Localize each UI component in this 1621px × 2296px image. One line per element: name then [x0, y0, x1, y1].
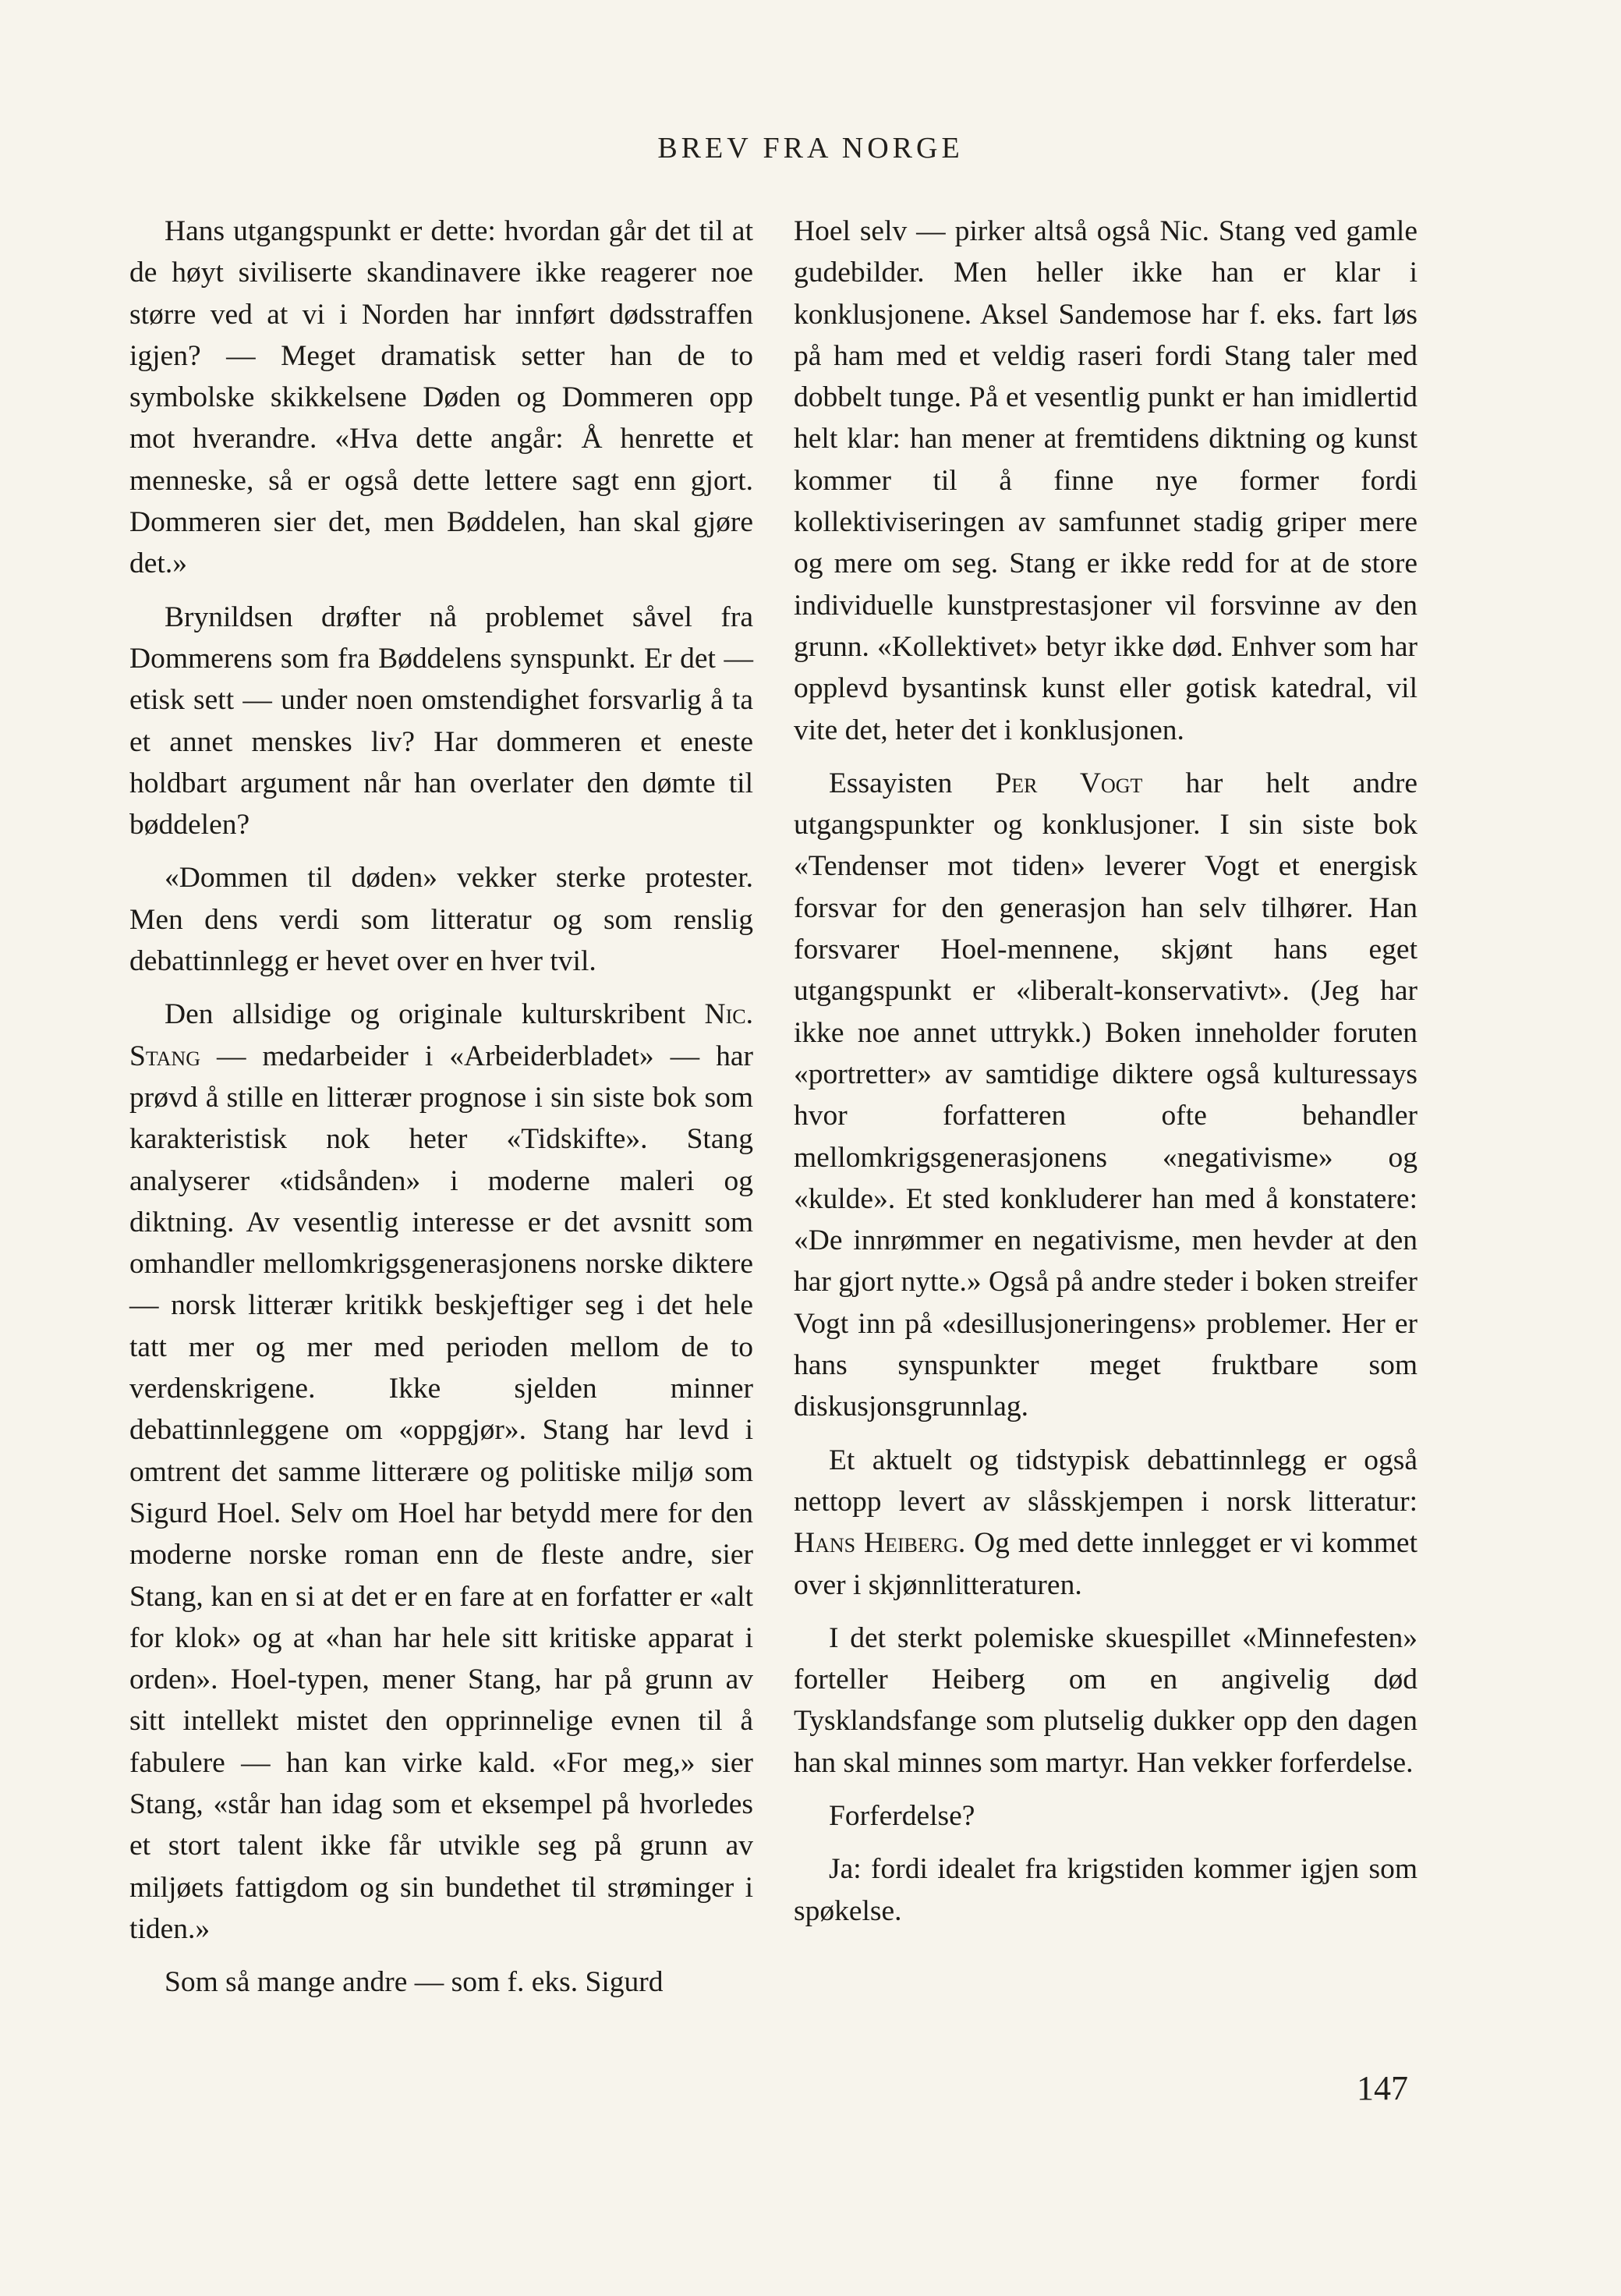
paragraph: Ja: fordi idealet fra krigstiden kommer igjen som spøkelse. [794, 1853, 1417, 1927]
left-column [129, 211, 753, 2014]
paragraph: Hans utgangspunkt er dette: hvordan går det til at de høyt siviliserte skandinavere ikke reagerer noe større ved at vi i Norden har innført dødsstraffen igjen? — Meget dramatisk setter han de to symbolske skikkelsene Døden og Dommeren opp mot hverandre. «Hva dette angår: Å henrette et menneske, så er også dette lettere sagt enn gjort. Dommeren sier det, men Bøddelen, han skal gjøre det.» [129, 215, 753, 580]
paragraph-text: Essayisten [829, 767, 953, 799]
paragraph-text: Den allsidige og originale kulturskribent [165, 998, 686, 1031]
page-number: 147 [1357, 2069, 1408, 2107]
right-column [794, 211, 1417, 1943]
paragraph-text: Og med dette innlegget er vi kommet over i skjønnlitteraturen. [794, 1527, 1417, 1601]
author-name: Hans Heiberg. [794, 1527, 966, 1560]
paragraph: Som så mange andre — som f. eks. Sigurd [165, 1966, 664, 1999]
paragraph [794, 763, 1417, 1428]
paragraph: Forferdelse? [829, 1799, 975, 1832]
paragraph: I det sterkt polemiske skuespillet «Minnefesten» forteller Heiberg om en angivelig død Tysklandsfange som plutselig dukker opp den dagen han skal minnes som martyr. Han vekker forferdelse. [794, 1621, 1417, 1779]
paragraph: Brynildsen drøfter nå problemet såvel fra Dommerens som fra Bøddelens synspunkt. Er det — etisk sett — under noen omstendighet forsvarlig å ta et annet menskes liv? Har dommeren et eneste holdbart argument når han overlater den dømte til bøddelen? [129, 601, 753, 842]
paragraph-text: — medarbeider i «Arbeiderbladet» — har prøvd å stille en litterær prognose i sin siste bok som karakteristisk nok heter «Tidskifte». Stang analyserer «tidsånden» i moderne maleri og diktning. Av vesentlig interesse er det avsnitt som omhandler mellomkrigsgenerasjonens norske diktere — norsk litterær kritikk beskjeftiger seg i det hele tatt mer og mer med perioden mellom de to verdenskrigene. Ikke sjelden minner debattinnleggene om «oppgjør». Stang har levd i omtrent det samme litterære og politiske miljø som Sigurd Hoel. Selv om Hoel har betydd mere for den moderne norske roman enn de fleste andre, sier Stang, kan en si at det er en fare at en forfatter er «alt for klok» og at «han har hele sitt kritiske apparat i orden». Hoel-typen, mener Stang, har på grunn av sitt intellekt mistet den opprinnelige evnen til å fabulere — han kan virke kald. «For meg,» sier Stang, «står han idag som et eksempel på hvorledes et stort talent ikke får utvikle seg på grunn av miljøets fattigdom og sin bundethet til strøminger i tiden.» [129, 1040, 753, 1945]
author-name: Per Vogt [995, 767, 1143, 799]
paragraph [794, 1440, 1417, 1606]
paragraph: Hoel selv — pirker altså også Nic. Stang ved gamle gudebilder. Men heller ikke han er klar i konklusjonene. Aksel Sandemose har f. eks. fart løs på ham med et veldig raseri fordi Stang taler med dobbelt tunge. På et vesentlig punkt er han imidlertid helt klar: han mener at fremtidens diktning og kunst kommer til å finne nye former fordi kollektiviseringen av samfunnet stadig griper mere og mere om seg. Stang er ikke redd for at de store individuelle kunstprestasjoner vil forsvinne av den grunn. «Kollektivet» betyr ikke død. Enhver som har opplevd bysantinsk kunst eller gotisk katedral, vil vite det, heter det i konklusjonen. [794, 215, 1417, 746]
paragraph-text: Et aktuelt og tidstypisk debattinnlegg er også nettopp levert av slåsskjempen i norsk litteratur: [794, 1444, 1417, 1518]
running-title: BREV FRA NORGE [657, 132, 964, 165]
paragraph-text: har helt andre utgangspunkter og konklusjoner. I sin siste bok «Tendenser mot tiden» leverer Vogt et energisk forsvar for den generasjon han selv tilhører. Han forsvarer Hoel-mennene, skjønt hans eget utgangspunkt er «liberalt-konservativt». (Jeg har ikke noe annet uttrykk.) Boken inneholder foruten «portretter» av samtidige diktere også kulturessays hvor forfatteren ofte behandler mellomkrigsgenerasjonens «negativisme» og «kulde». Et sted konkluderer han med å konstatere: «De innrømmer en negativisme, men hevder at den har gjort nytte.» Også på andre steder i boken streifer Vogt inn på «desillusjoneringens» problemer. Her er hans synspunkter meget fruktbare som diskusjonsgrunnlag. [794, 767, 1418, 1423]
author-name: Nic. Stang [129, 998, 754, 1072]
paragraph: «Dommen til døden» vekker sterke protester. Men dens verdi som litteratur og som renslig debattinnlegg er hevet over en hver tvil. [129, 862, 753, 978]
paragraph [129, 994, 753, 1950]
